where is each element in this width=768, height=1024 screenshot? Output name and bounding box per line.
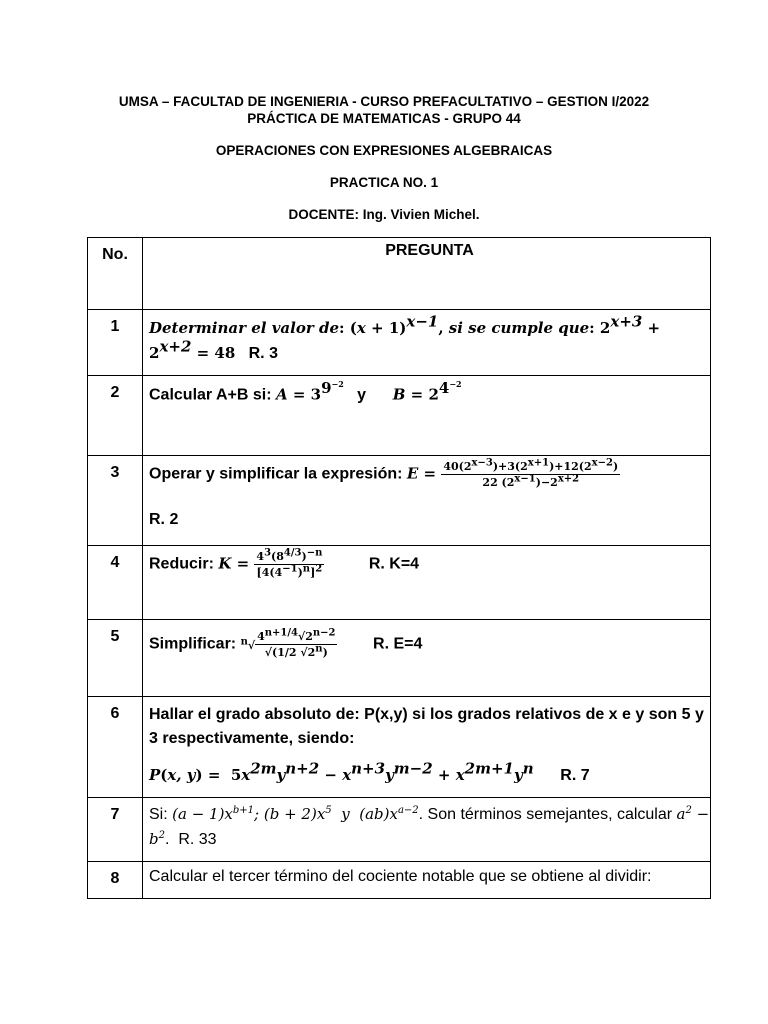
row-number: 4 xyxy=(88,546,143,620)
question-text: Calcular A+B si: xyxy=(149,386,272,404)
fraction-expression: $\frac{4^3(8^{4/3})^{-n}}{[4(4^{-1})^n]^2}$ xyxy=(256,547,323,579)
question-cell: Simplificar: $^n$√ $\frac{4^{n+1/4}√2^{n-2}}{√(1/2 √2^n)}$ R. E=4 xyxy=(143,620,711,697)
questions-table xyxy=(87,237,711,899)
question-cell: Calcular el tercer término del cociente notable que se obtiene al dividir: xyxy=(143,862,711,899)
col-question-header: PREGUNTA xyxy=(143,238,711,310)
table-row xyxy=(88,697,711,798)
row-number: 8 xyxy=(88,862,143,899)
row-number: 1 xyxy=(88,310,143,376)
answer-text: R. 3 xyxy=(248,345,278,362)
answer-text: R. E=4 xyxy=(373,635,423,653)
question-cell: Operar y simplificar la expresión: E = $\frac{40(2^{x-3})+3(2^{x+1})+12(2^{x-2})}{22 (2^{x-1})-2^{x+2}}$ R. 2 xyxy=(143,456,711,546)
radical-expression: $\frac{4^{n+1/4}√2^{n-2}}{√(1/2 √2^n)}$ xyxy=(257,627,336,659)
row-number: 5 xyxy=(88,620,143,697)
table-row xyxy=(88,862,711,899)
table-row xyxy=(88,798,711,862)
table-header-row xyxy=(88,238,711,310)
question-cell: Hallar el grado absoluto de: P(x,y) si los grados relativos de x e y son 5 y 3 respectivamente, siendo: P(x, $y) = 5x^{2m}y^{n+2} - x^{n+3}y^{m-2} + x^{2m+1}y^n$ R. 7 xyxy=(143,697,711,798)
header-line-5: DOCENTE: Ing. Vivien Michel. xyxy=(288,207,480,222)
table-row xyxy=(88,456,711,546)
question-text-2: si se cumple que xyxy=(448,319,590,337)
question-text: Determinar el valor de xyxy=(149,319,340,337)
header-line-2: PRÁCTICA DE MATEMATICAS - GRUPO 44 xyxy=(247,111,521,126)
table-row xyxy=(88,620,711,697)
table-row xyxy=(88,310,711,376)
row-number: 6 xyxy=(88,697,143,798)
table-row xyxy=(88,376,711,456)
question-cell: Si: $(a - 1)x^{b+1}$; $(b + 2)x^5$ y $(ab)x^{a-2}$. Son términos semejantes, calcular $a^2 - b^2$. R. 33 xyxy=(143,798,711,862)
answer-text: R. 33 xyxy=(178,831,217,848)
fraction-expression: $\frac{40(2^{x-3})+3(2^{x+1})+12(2^{x-2})}{22 (2^{x-1})-2^{x+2}}$ xyxy=(443,457,619,489)
question-text: Hallar el grado absoluto de: P(x,y) si los grados relativos de x e y son 5 y 3 respectivamente, siendo: xyxy=(149,706,704,747)
question-text: Simplificar: xyxy=(149,635,237,653)
conjunction-text: y xyxy=(357,386,367,404)
question-text: Operar y simplificar la expresión: xyxy=(149,465,403,483)
question-text: Reducir: xyxy=(149,555,214,573)
header-line-1: UMSA – FACULTAD DE INGENIERIA - CURSO PREFACULTATIVO – GESTION I/2022 xyxy=(118,94,650,109)
col-no-header: No. xyxy=(88,238,143,310)
row-number: 3 xyxy=(88,456,143,546)
answer-text: R. 7 xyxy=(560,767,590,784)
header-line-3: OPERACIONES CON EXPRESIONES ALGEBRAICAS xyxy=(215,143,553,158)
answer-text: R. K=4 xyxy=(368,555,420,573)
table-row xyxy=(88,546,711,620)
question-cell: Reducir: K = $\frac{4^3(8^{4/3})^{-n}}{[4(4^{-1})^n]^2}$ R. K=4 xyxy=(143,546,711,620)
header-line-4: PRACTICA NO. 1 xyxy=(329,175,439,190)
question-cell: Determinar el valor de: $(x + 1)^{x-1}$, si se cumple que: $2^{x+3}$ + $2^{x+2} = 48$ R. 3 xyxy=(143,310,711,376)
question-text: Si: xyxy=(149,806,168,823)
question-cell: Calcular A+B si: $A = 3^{9^{-2}}$ y $B = 2^{4^{-2}}$ xyxy=(143,376,711,456)
answer-text: R. 2 xyxy=(149,511,179,528)
question-text-2: Son términos semejantes, calcular xyxy=(427,806,673,823)
row-number: 7 xyxy=(88,798,143,862)
row-number: 2 xyxy=(88,376,143,456)
